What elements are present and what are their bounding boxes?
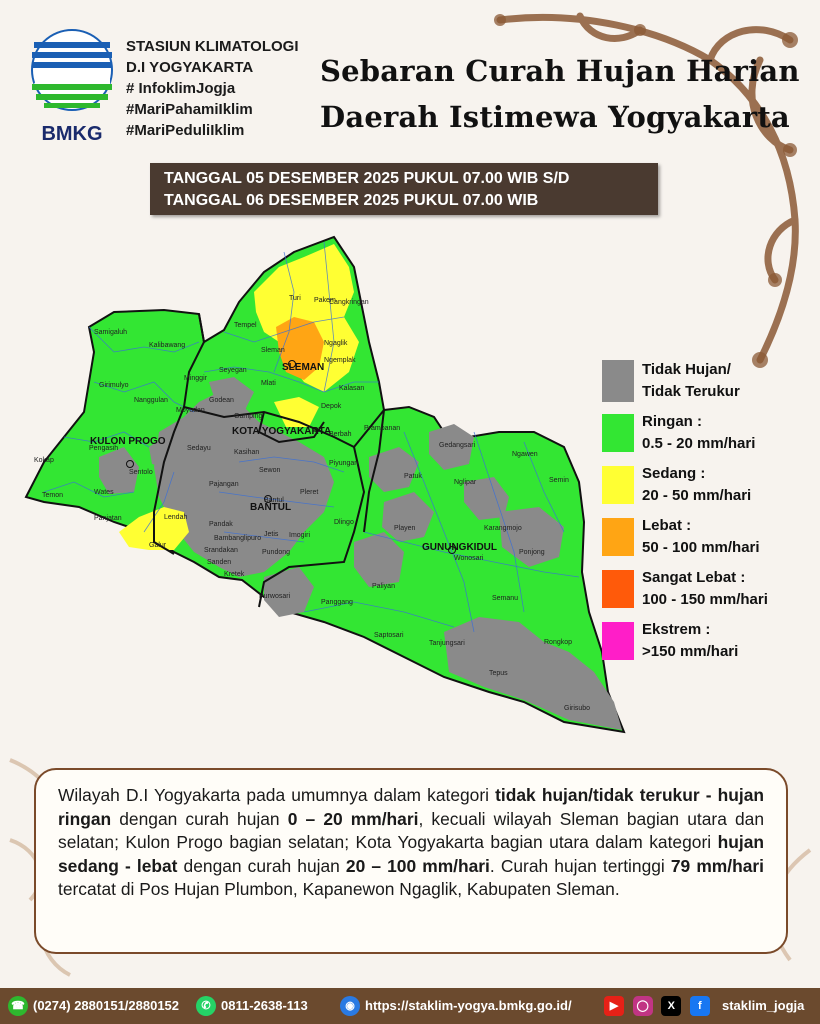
- district-label: Wonosari: [454, 555, 484, 562]
- district-label: Minggir: [184, 375, 207, 382]
- legend-swatch-orange: [602, 518, 634, 556]
- label-gunungkidul: GUNUNGKIDUL: [422, 542, 497, 553]
- district-label: Cangkringan: [329, 299, 369, 306]
- district-label: Ponjong: [519, 549, 545, 556]
- station-name-line1: STASIUN KLIMATOLOGI: [126, 38, 299, 55]
- footer-phone[interactable]: [8, 988, 179, 1024]
- district-label: Pakem: [314, 297, 336, 304]
- district-label: Pengasih: [89, 445, 119, 452]
- district-label: Tempel: [234, 322, 257, 329]
- district-label: Pundong: [262, 549, 291, 556]
- district-label: Prambanan: [364, 425, 401, 432]
- district-label: Pleret: [300, 489, 319, 496]
- legend-label-2a: Ringan :: [642, 413, 702, 430]
- district-label: Ngemplak: [324, 357, 356, 364]
- district-label: Semanu: [492, 595, 519, 602]
- bmkg-logo-text: BMKG: [41, 123, 103, 145]
- legend-label-1b: Tidak Terukur: [642, 383, 740, 400]
- legend-label-4a: Lebat :: [642, 517, 692, 534]
- title-line1: Sebaran Curah Hujan Harian: [320, 54, 800, 88]
- district-label: Playen: [394, 525, 416, 532]
- district-label: Rongkop: [544, 639, 573, 646]
- district-label: Samigaluh: [94, 329, 128, 336]
- district-label: Sedayu: [187, 445, 211, 452]
- district-label: Bambanglipuro: [214, 535, 262, 542]
- station-name-line2: D.I YOGYAKARTA: [126, 59, 254, 76]
- youtube-icon[interactable]: ▶: [604, 996, 624, 1016]
- district-label: Berbah: [329, 431, 352, 438]
- bmkg-logo-icon: [22, 28, 122, 146]
- district-label: Dlingo: [334, 519, 354, 526]
- district-label: Kretek: [224, 571, 245, 578]
- whatsapp-text: 0811-2638-113: [221, 998, 308, 1013]
- legend-label-1a: Tidak Hujan/: [642, 361, 731, 378]
- globe-icon: ◉: [340, 996, 360, 1016]
- hashtag-paham: #MariPahamiIklim: [126, 101, 253, 118]
- legend-swatch-yellow: [602, 466, 634, 504]
- legend-swatch-magenta: [602, 622, 634, 660]
- legend-label-6b: >150 mm/hari: [642, 643, 739, 660]
- legend-swatch-red-orange: [602, 570, 634, 608]
- district-label: Piyungan: [329, 460, 359, 467]
- facebook-icon[interactable]: f: [690, 996, 710, 1016]
- district-label: Gedangsari: [439, 442, 476, 449]
- district-label: Lendah: [164, 514, 188, 521]
- legend-label-5a: Sangat Lebat :: [642, 569, 746, 586]
- label-kota-yogyakarta: KOTA YOGYAKARTA: [232, 426, 332, 437]
- district-label: Moyudan: [176, 407, 205, 414]
- legend-label-6a: Ekstrem :: [642, 621, 711, 638]
- district-label: Kalibawang: [149, 342, 186, 349]
- district-label: Purwosari: [259, 593, 291, 600]
- district-label: Tepus: [489, 670, 508, 677]
- label-kulon-progo: KULON PROGO: [90, 436, 166, 447]
- district-label: Bantul: [264, 497, 284, 504]
- district-label: Ngaglik: [324, 340, 348, 347]
- district-label: Nglipar: [454, 479, 477, 486]
- whatsapp-icon: ✆: [196, 996, 216, 1016]
- district-label: Karangmojo: [484, 525, 522, 532]
- footer-website[interactable]: [340, 988, 572, 1024]
- legend-swatch-gray: [602, 360, 634, 402]
- description-text: Wilayah D.I Yogyakarta pada umumnya dalam kategori tidak hujan/tidak terukur - hujan ringan dengan curah hujan 0 – 20 mm/hari, kecuali wilayah Sleman bagian utara dan selatan; Kulon Progo bagian selatan; Kota Yogyakarta bagian utara dalam kategori hujan sedang - lebat dengan curah hujan 20 – 100 mm/hari. Curah hujan tertinggi 79 mm/hari tercatat di Pos Hujan Plumbon, Kapanewon Ngaglik, Kabupaten Sleman.: [58, 785, 764, 899]
- district-label: Paliyan: [372, 583, 395, 590]
- website-text: https://staklim-yogya.bmkg.go.id/: [365, 998, 572, 1013]
- rainfall-map-svg: [24, 232, 636, 742]
- footer-whatsapp[interactable]: [196, 988, 308, 1024]
- district-label: Godean: [209, 397, 234, 404]
- district-label: Kalasan: [339, 385, 365, 392]
- date-line1: TANGGAL 05 DESEMBER 2025 PUKUL 07.00 WIB S/D: [164, 170, 570, 187]
- district-label: Jetis: [264, 531, 279, 538]
- district-label: Kokap: [34, 457, 54, 464]
- page-title: [320, 48, 800, 140]
- description-box: [34, 768, 788, 954]
- bmkg-logo: [22, 28, 122, 146]
- date-range-box: [150, 163, 658, 215]
- district-label: Tanjungsari: [429, 640, 465, 647]
- district-label: Patuk: [404, 473, 422, 480]
- footer-bar: [0, 988, 820, 1024]
- district-label: Sleman: [261, 347, 285, 354]
- legend-label-3a: Sedang :: [642, 465, 706, 482]
- district-label: Saptosari: [374, 632, 404, 639]
- district-label: Semin: [549, 477, 569, 484]
- district-label: Srandakan: [204, 547, 238, 554]
- district-label: Imogiri: [289, 532, 311, 539]
- station-info: [126, 36, 299, 141]
- district-label: Turi: [289, 295, 301, 302]
- social-handle-text: staklim_jogja: [722, 998, 805, 1013]
- district-label: Gamping: [234, 413, 263, 420]
- title-line2: Daerah Istimewa Yogyakarta: [320, 100, 790, 134]
- district-label: Wates: [94, 489, 114, 496]
- district-label: Ngawen: [512, 451, 538, 458]
- legend-label-4b: 50 - 100 mm/hari: [642, 539, 760, 556]
- legend-label-5b: 100 - 150 mm/hari: [642, 591, 768, 608]
- footer-social-handle[interactable]: [722, 988, 804, 1024]
- district-label: Temon: [42, 492, 64, 499]
- district-label: Panjatan: [94, 515, 122, 522]
- district-label: Panggang: [321, 599, 353, 606]
- hashtag-infoklim: # InfoklimJogja: [126, 80, 236, 97]
- label-sleman: SLEMAN: [282, 362, 325, 373]
- footer-social-icons: [604, 988, 715, 1024]
- district-label: Sentolo: [129, 469, 153, 476]
- date-line2: TANGGAL 06 DESEMBER 2025 PUKUL 07.00 WIB: [164, 192, 539, 209]
- district-label: Kasihan: [234, 449, 260, 456]
- district-label: Seyegan: [219, 367, 247, 374]
- instagram-icon[interactable]: ◯: [633, 996, 653, 1016]
- phone-icon: ☎: [8, 996, 28, 1016]
- hashtag-peduli: #MariPeduliIklim: [126, 122, 245, 139]
- district-label: Sewon: [259, 467, 281, 474]
- district-label: Nanggulan: [134, 397, 168, 404]
- district-label: Girisubo: [564, 705, 591, 712]
- district-label: Girimulyo: [99, 382, 129, 389]
- district-label: Depok: [321, 403, 342, 410]
- legend-label-2b: 0.5 - 20 mm/hari: [642, 435, 756, 452]
- legend-swatch-green: [602, 414, 634, 452]
- phone-text: (0274) 2880151/2880152: [33, 998, 180, 1013]
- district-label: Sanden: [207, 559, 232, 566]
- district-label: Pajangan: [209, 481, 239, 488]
- district-label: Mlati: [261, 380, 276, 387]
- label-bantul: BANTUL: [250, 502, 292, 513]
- rainfall-map: [24, 232, 636, 742]
- district-label: Galur: [149, 542, 167, 549]
- legend-label-3b: 20 - 50 mm/hari: [642, 487, 752, 504]
- x-icon[interactable]: X: [661, 996, 681, 1016]
- district-label: Pandak: [209, 521, 233, 528]
